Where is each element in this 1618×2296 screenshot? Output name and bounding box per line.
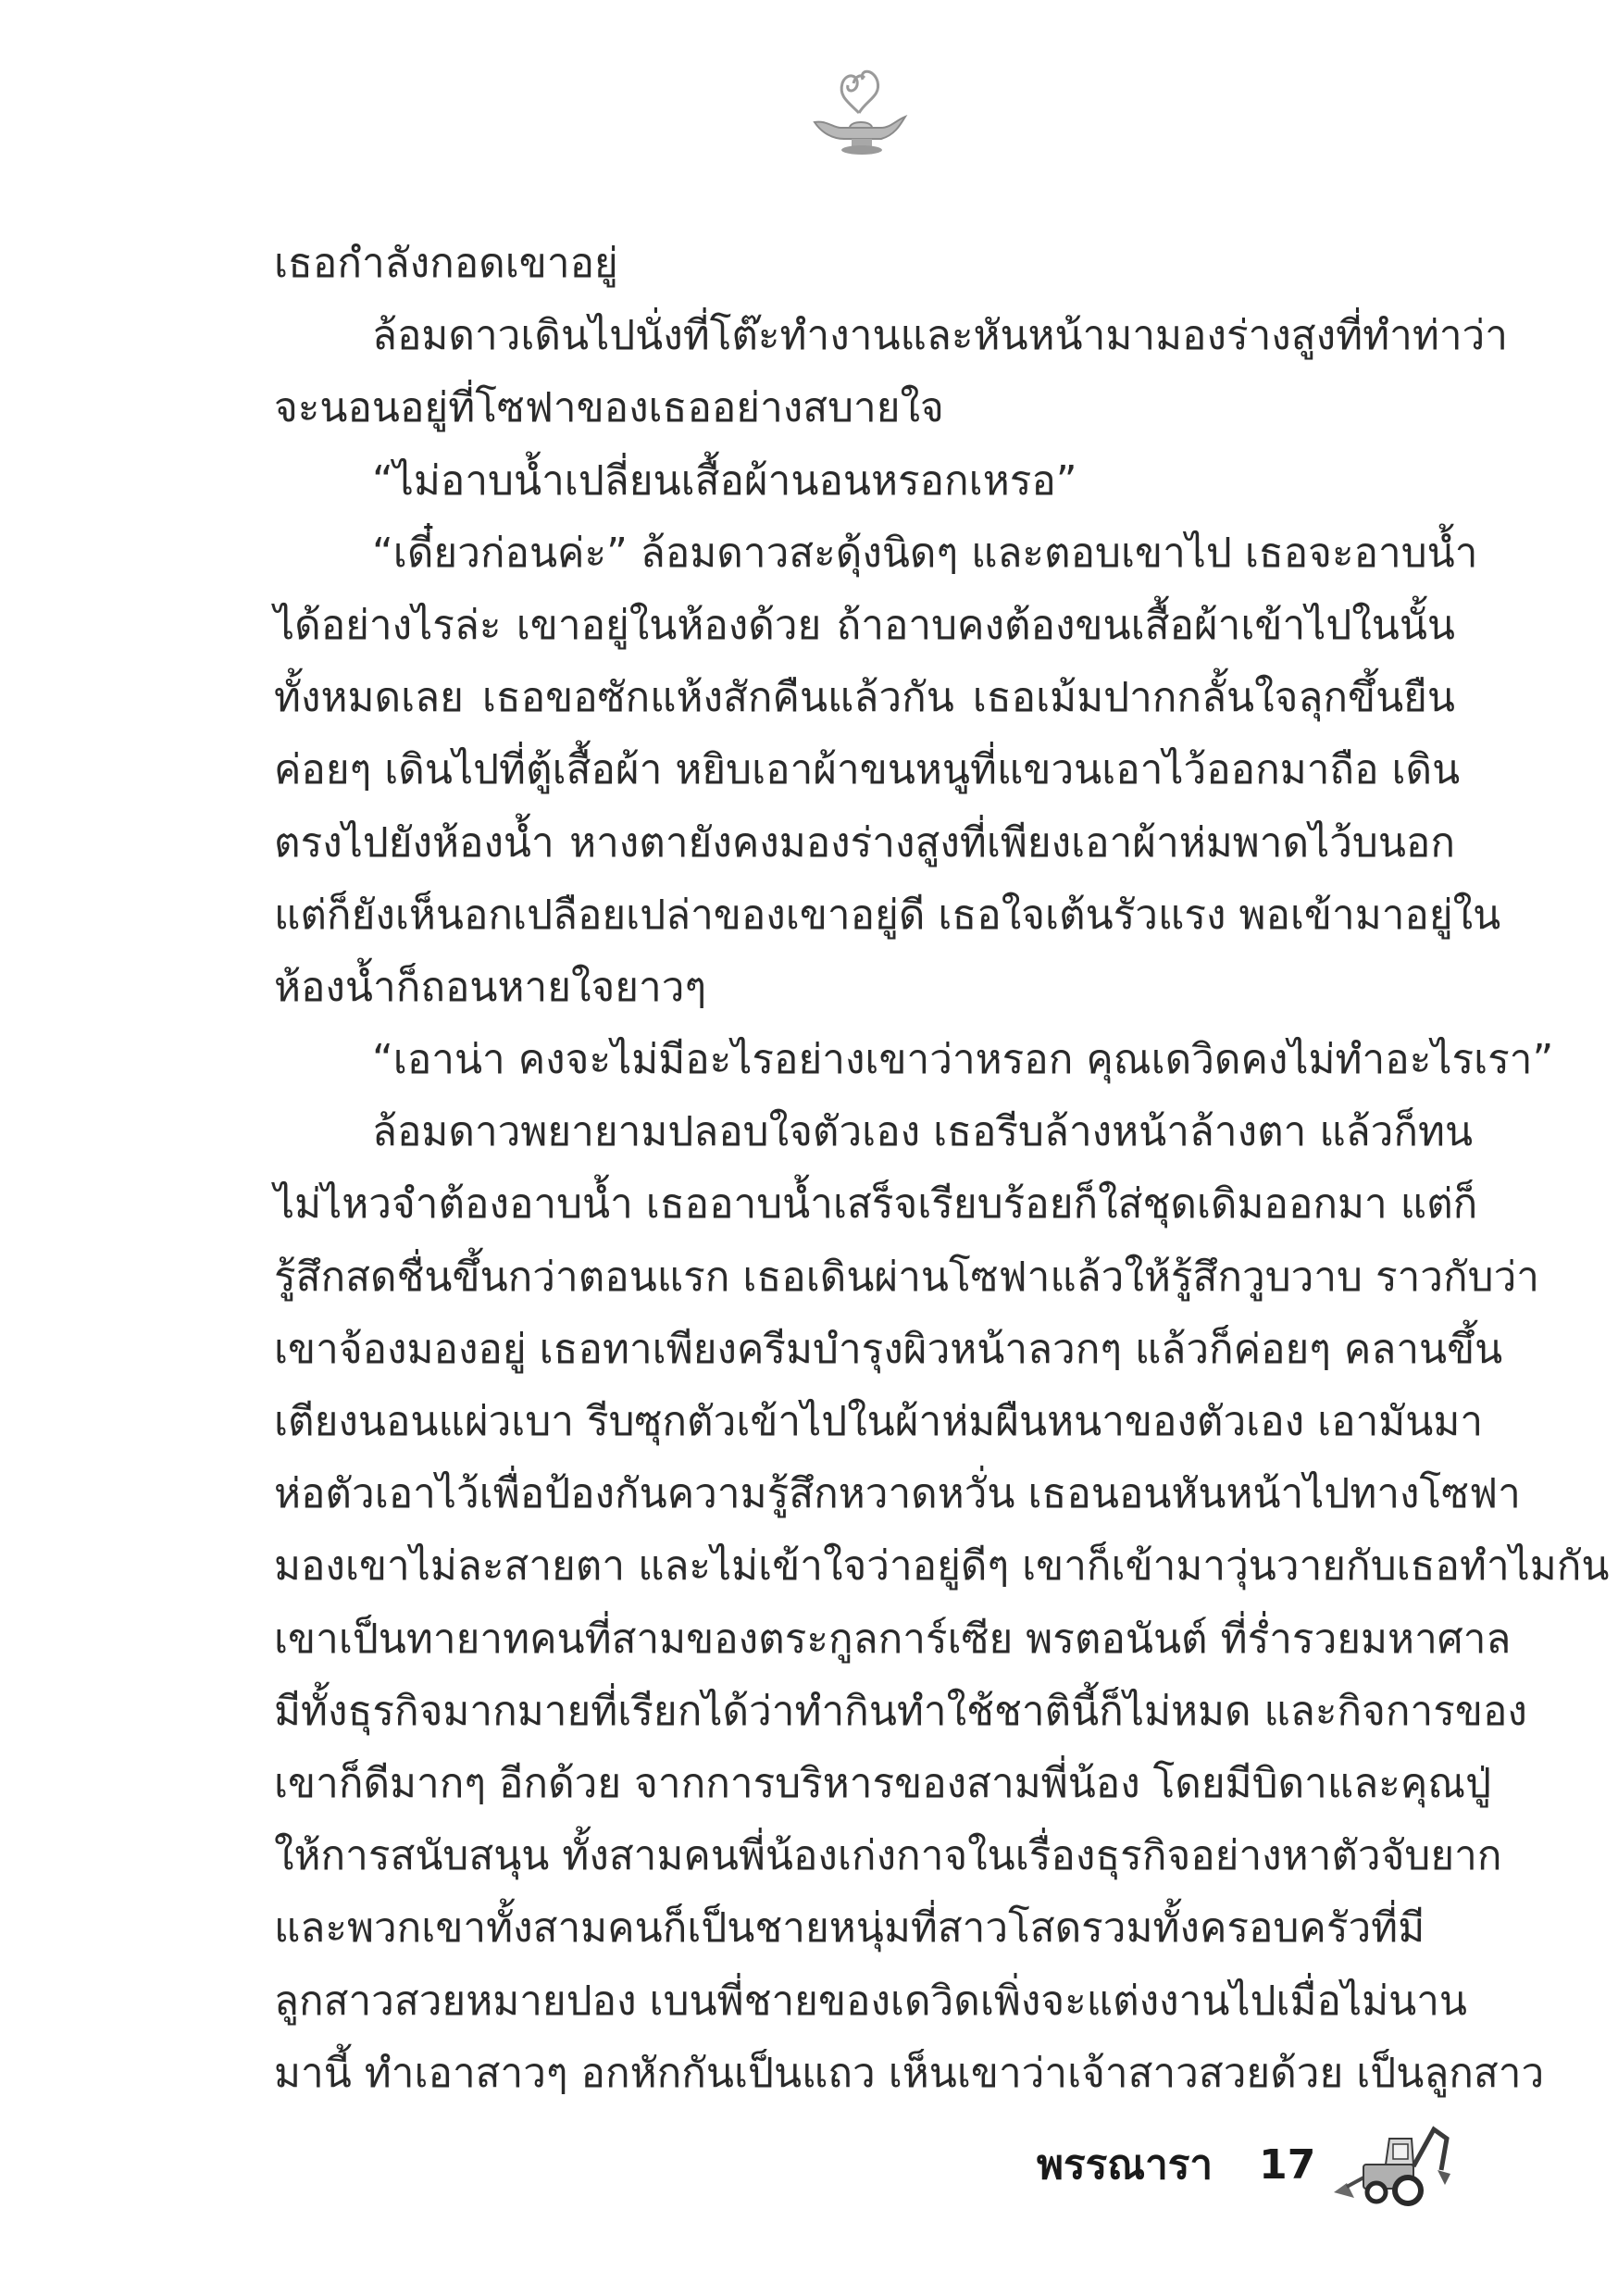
author-name: พรรณารา <box>1037 2141 1214 2189</box>
text-line: ล้อมดาวพยายามปลอบใจตัวเอง เธอรีบล้างหน้าล้างตา แล้วก็ทน <box>372 1108 1474 1156</box>
text-line: “ไม่อาบน้ำเปลี่ยนเสื้อผ้านอนหรอกเหรอ” <box>372 456 1077 505</box>
text-line: ไม่ไหวจำต้องอาบน้ำ เธออาบน้ำเสร็จเรียบร้อยก็ใส่ชุดเดิมออกมา แต่ก็ <box>274 1180 1478 1229</box>
text-line: ทั้งหมดเลย เธอขอซักแห้งสักคืนแล้วกัน เธอเม้มปากกลั้นใจลุกขึ้นยืน <box>274 674 1455 722</box>
text-line: แต่ก็ยังเห็นอกเปลือยเปล่าของเขาอยู่ดี เธอใจเต้นรัวแรง พอเข้ามาอยู่ใน <box>274 891 1501 939</box>
text-line: และพวกเขาทั้งสามคนก็เป็นชายหนุ่มที่สาวโสดรวมทั้งครอบครัวที่มี <box>274 1904 1425 1953</box>
text-line: ล้อมดาวเดินไปนั่งที่โต๊ะทำงานและหันหน้ามามองร่างสูงที่ทำท่าว่า <box>372 312 1508 360</box>
text-line: “เดี๋ยวก่อนค่ะ” ล้อมดาวสะดุ้งนิดๆ และตอบเขาไป เธอจะอาบน้ำ <box>372 529 1478 577</box>
genie-lamp-icon <box>802 56 913 167</box>
text-line: ห้องน้ำก็ถอนหายใจยาวๆ <box>274 963 707 1011</box>
text-line: เขาจ้องมองอยู่ เธอทาเพียงครีมบำรุงผิวหน้าลวกๆ แล้วก็ค่อยๆ คลานขึ้น <box>274 1325 1503 1373</box>
text-line: เธอกำลังกอดเขาอยู่ <box>274 240 618 287</box>
text-line: รู้สึกสดชื่นขึ้นกว่าตอนแรก เธอเดินผ่านโซฟาแล้วให้รู้สึกวูบวาบ ราวกับว่า <box>274 1253 1539 1301</box>
text-line: มีทั้งธุรกิจมากมายที่เรียกได้ว่าทำกินทำใช้ชาตินี้ก็ไม่หมด และกิจการของ <box>274 1687 1527 1735</box>
text-line: จะนอนอยู่ที่โซฟาของเธออย่างสบายใจ <box>274 384 944 432</box>
page-number: 17 <box>1259 2140 1316 2189</box>
text-line: ให้การสนับสนุน ทั้งสามคนพี่น้องเก่งกาจในเรื่องธุรกิจอย่างหาตัวจับยาก <box>274 1832 1502 1880</box>
page-footer <box>1037 2118 1456 2211</box>
text-line: เขาเป็นทายาทคนที่สามของตระกูลการ์เซีย พรตอนันต์ ที่ร่ำรวยมหาศาล <box>274 1615 1512 1663</box>
text-line: มองเขาไม่ละสายตา และไม่เข้าใจว่าอยู่ดีๆ เขาก็เข้ามาวุ่นวายกับเธอทำไมกัน <box>274 1542 1610 1591</box>
body-text <box>274 228 1610 2110</box>
text-line: ลูกสาวสวยหมายปอง เบนพี่ชายของเดวิดเพิ่งจะแต่งงานไปเมื่อไม่นาน <box>274 1977 1467 2025</box>
text-line: ได้อย่างไรล่ะ เขาอยู่ในห้องด้วย ถ้าอาบคงต้องขนเสื้อผ้าเข้าไปในนั้น <box>274 601 1455 649</box>
text-line: “เอาน่า คงจะไม่มีอะไรอย่างเขาว่าหรอก คุณเดวิดคงไม่ทำอะไรเรา” <box>372 1036 1554 1084</box>
text-line: ตรงไปยังห้องน้ำ หางตายังคงมองร่างสูงที่เพียงเอาผ้าห่มพาดไว้บนอก <box>274 818 1455 867</box>
text-line: เตียงนอนแผ่วเบา รีบซุกตัวเข้าไปในผ้าห่มผืนหนาของตัวเอง เอามันมา <box>274 1398 1484 1445</box>
text-line: ค่อยๆ เดินไปที่ตู้เสื้อผ้า หยิบเอาผ้าขนหนูที่แขวนเอาไว้ออกมาถือ เดิน <box>274 746 1461 794</box>
text-line: เขาก็ดีมากๆ อีกด้วย จากการบริหารของสามพี่น้อง โดยมีบิดาและคุณปู่ <box>274 1759 1492 1807</box>
backhoe-tractor-icon <box>1330 2118 1456 2211</box>
text-line: ห่อตัวเอาไว้เพื่อป้องกันความรู้สึกหวาดหวั่น เธอนอนหันหน้าไปทางโซฟา <box>274 1470 1521 1518</box>
text-line: มานี้ ทำเอาสาวๆ อกหักกันเป็นแถว เห็นเขาว่าเจ้าสาวสวยด้วย เป็นลูกสาว <box>274 2049 1545 2097</box>
